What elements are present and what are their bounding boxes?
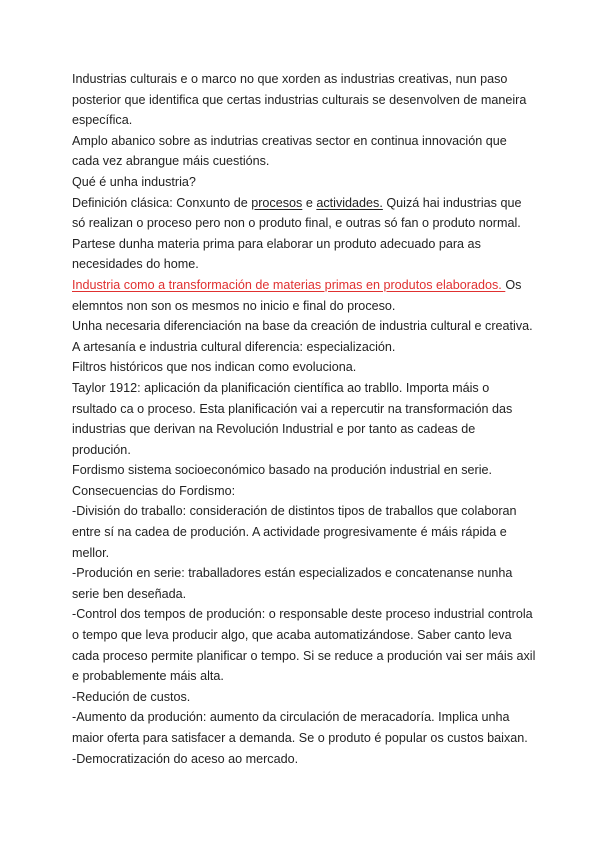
list-item-production-increase: -Aumento da produción: aumento da circulación de meracadoría. Implica unha maior oferta para satisfacer a demanda. Se o produto é popular os custos baixan. [72,710,528,745]
underlined-procesos: procesos [251,195,303,210]
paragraph-intro: Industrias culturais e o marco no que xorden as industrias creativas, nun paso posterior que identifica que certas industrias culturais se desenvolven de maneira específica. [72,72,527,128]
list-item-division: -División do traballo: consideración de distintos tipos de traballos que colaboran entre sí na cadea de produción. A actividade progresivamente é máis rápida e mellor. [72,504,517,560]
paragraph-definition: Definición clásica: Conxunto de procesos e actividades. Quizá hai industrias que só realizan o proceso pero non o produto final, e outras só fan o produto normal. [72,195,522,231]
paragraph-consequences-heading: Consecuencias do Fordismo: [72,483,236,498]
list-item-cost-reduction: -Redución de custos. [72,689,191,704]
paragraph-transformation: Industria como a transformación de materias primas en produtos elaborados. Os elemntos non son os mesmos no inicio e final do proceso. [72,277,522,313]
paragraph-differentiation: Unha necesaria diferenciación na base da creación de industria cultural e creativa. A artesanía e industria cultural diferencia: especialización. [72,319,533,354]
list-item-serial-production: -Produción en serie: traballadores están especializados e concatenanse nunha serie ben deseñada. [72,566,513,601]
paragraph-question: Qué é unha industria? [72,174,196,189]
paragraph-fordism: Fordismo sistema socioeconómico basado na produción industrial en serie. [72,463,493,478]
paragraph-raw-material: Partese dunha materia prima para elaborar un produto adecuado para as necesidades do home. [72,236,481,272]
document-body [72,69,537,769]
underlined-actividades: actividades. [316,195,383,210]
paragraph-taylor: Taylor 1912: aplicación da planificación científica ao trabllo. Importa máis o rsultado ca o proceso. Esta planificación vai a repercutir na transformación das industrias que derivan na Revolución Industrial e por tanto as cadeas de produción. [72,380,513,457]
list-item-democratization: -Democratización do aceso ao mercado. [72,751,299,766]
list-item-time-control: -Control dos tempos de produción: o responsable deste proceso industrial controla o tempo que leva producir algo, que acaba automatizándose. Saber canto leva cada proceso permite planificar o tempo. Si se reduce a produción vai ser máis axil e probablemente máis alta. [72,607,536,684]
paragraph-creative-industries: Amplo abanico sobre as indutrias creativas sector en continua innovación que cada vez abrangue máis cuestións. [72,133,507,169]
highlighted-definition: Industria como a transformación de materias primas en produtos elaborados. [72,277,506,292]
paragraph-filters: Filtros históricos que nos indican como evoluciona. [72,360,357,375]
